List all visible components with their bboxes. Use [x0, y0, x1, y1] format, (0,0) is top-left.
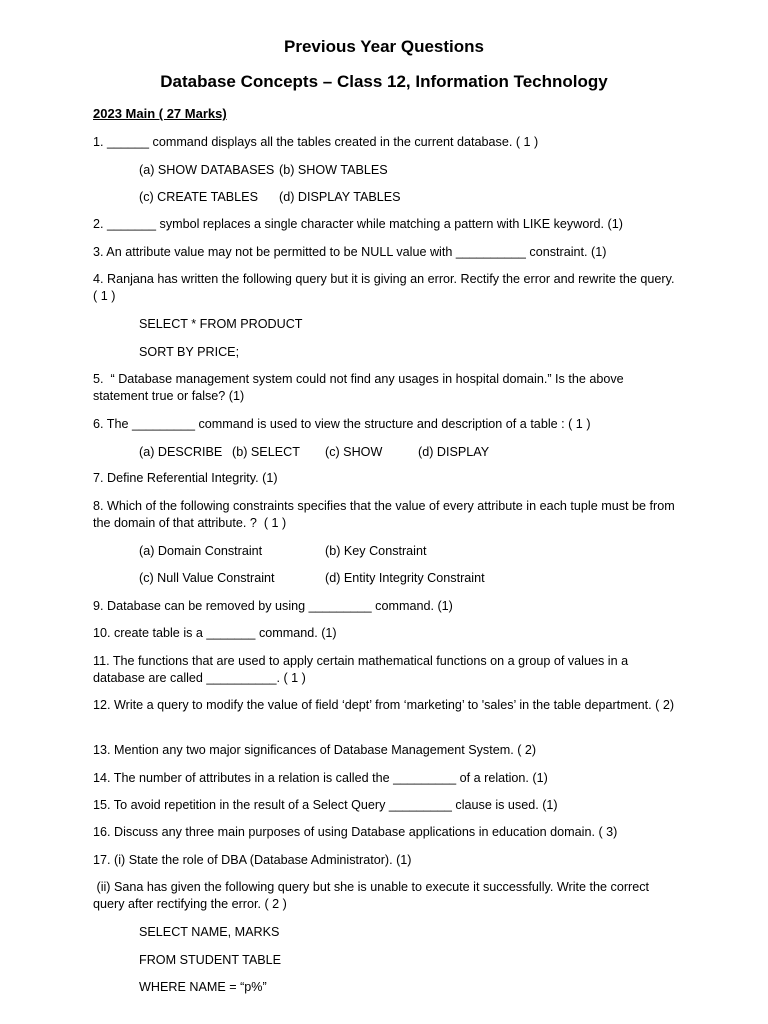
code-line: SORT BY PRICE; — [139, 345, 240, 359]
question-6: 6. The _________ command is used to view the structure and description of a table : ( 1 ) — [93, 417, 591, 431]
question-15: 15. To avoid repetition in the result of a Select Query _________ clause is used. (1) — [93, 798, 558, 812]
question-1: 1. ______ command displays all the tables created in the current database. ( 1 ) — [93, 135, 539, 149]
question-3: 3. An attribute value may not be permitted to be NULL value with __________ constraint. (1) — [93, 245, 607, 259]
page-subtitle: Database Concepts – Class 12, Information Technology — [160, 72, 608, 91]
option-a: (a) DESCRIBE — [139, 445, 223, 459]
option-d: (d) Entity Integrity Constraint — [325, 571, 485, 585]
question-14: 14. The number of attributes in a relation is called the _________ of a relation. (1) — [93, 771, 548, 785]
question-5: 5. “ Database management system could not find any usages in hospital domain.” Is the above statement true or false? (1) — [93, 372, 628, 403]
option-b: (b) Key Constraint — [325, 544, 427, 558]
question-4: 4. Ranjana has written the following query but it is giving an error. Rectify the error and rewrite the query. ( 1 ) — [93, 272, 682, 303]
question-7: 7. Define Referential Integrity. (1) — [93, 471, 278, 485]
question-2: 2. _______ symbol replaces a single character while matching a pattern with LIKE keyword. (1) — [93, 217, 623, 231]
option-c: (c) SHOW — [325, 445, 383, 459]
code-line: SELECT * FROM PRODUCT — [139, 317, 303, 331]
code-line: FROM STUDENT TABLE — [139, 953, 282, 967]
question-10: 10. create table is a _______ command. (1) — [93, 626, 337, 640]
question-12: 12. Write a query to modify the value of field ‘dept’ from ‘marketing’ to 'sales’ in the table department. ( 2) — [93, 698, 675, 712]
option-a: (a) SHOW DATABASES — [139, 163, 275, 177]
option-c: (c) CREATE TABLES — [139, 190, 258, 204]
option-b: (b) SELECT — [232, 445, 300, 459]
option-a: (a) Domain Constraint — [139, 544, 263, 558]
option-d: (d) DISPLAY — [418, 445, 490, 459]
question-16: 16. Discuss any three main purposes of using Database applications in education domain. ( 3) — [93, 825, 618, 839]
question-13: 13. Mention any two major significances of Database Management System. ( 2) — [93, 743, 537, 757]
question-17-ii: (ii) Sana has given the following query but she is unable to execute it successfully. Write the correct query after rectifying the error. ( 2 ) — [93, 880, 653, 911]
question-11: 11. The functions that are used to apply certain mathematical functions on a group of values in a database are called __________. ( 1 ) — [93, 654, 632, 685]
code-line: SELECT NAME, MARKS — [139, 925, 280, 939]
question-9: 9. Database can be removed by using _________ command. (1) — [93, 599, 453, 613]
option-c: (c) Null Value Constraint — [139, 571, 275, 585]
question-8: 8. Which of the following constraints specifies that the value of every attribute in each tuple must be from the domain of that attribute. ? ( 1 ) — [93, 499, 679, 530]
question-17: 17. (i) State the role of DBA (Database Administrator). (1) — [93, 853, 412, 867]
page-title: Previous Year Questions — [284, 37, 484, 56]
code-line: WHERE NAME = “p%” — [139, 980, 267, 994]
section-heading: 2023 Main ( 27 Marks) — [93, 106, 227, 121]
option-d: (d) DISPLAY TABLES — [279, 190, 401, 204]
option-b: (b) SHOW TABLES — [279, 163, 388, 177]
